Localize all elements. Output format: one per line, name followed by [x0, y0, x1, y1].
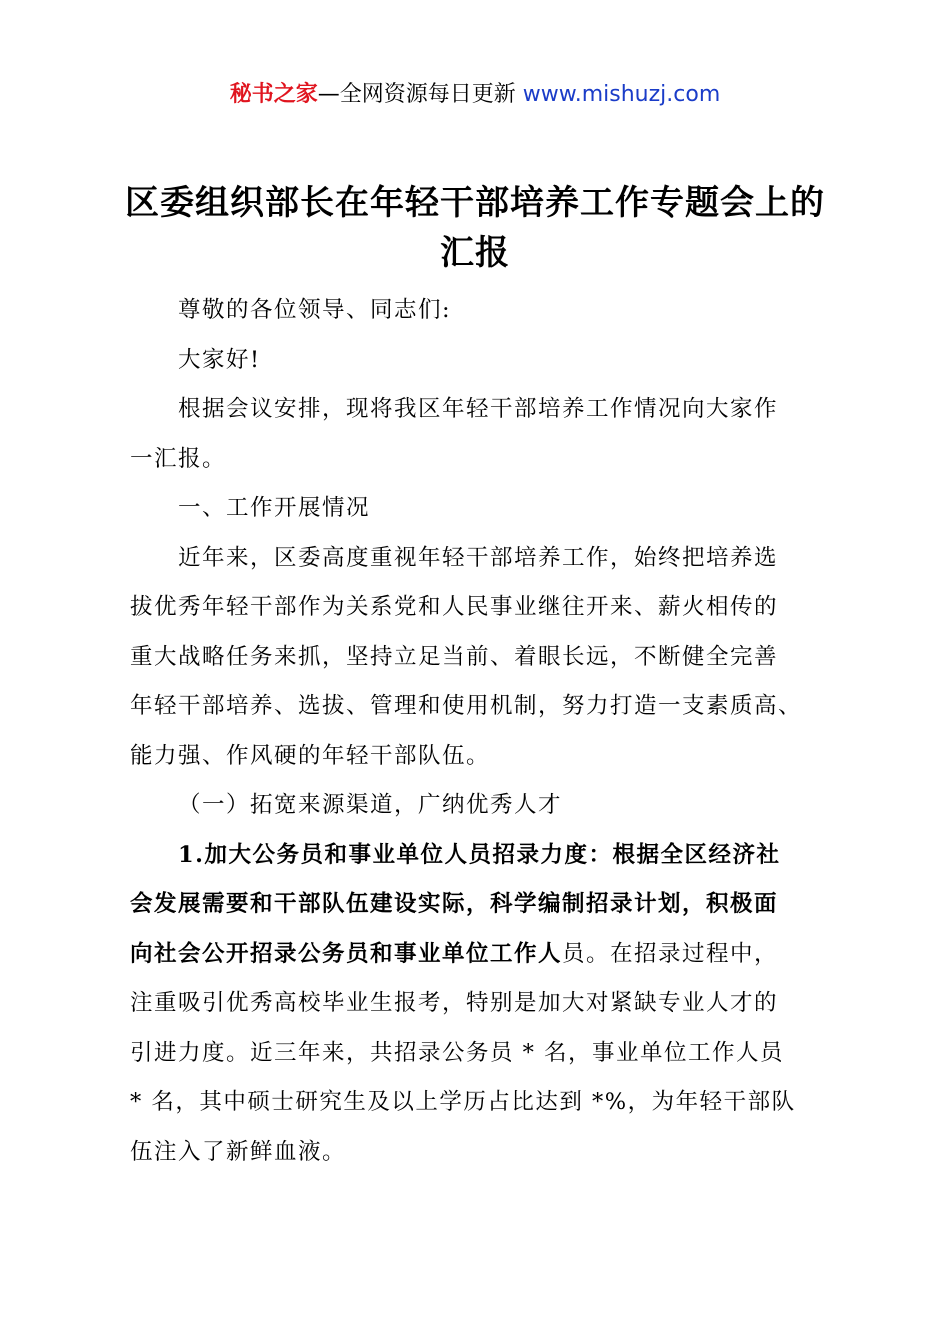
section-heading: 一、工作开展情况 — [178, 495, 371, 521]
paragraph-line: * 名，其中硕士研究生及以上学历占比达到 *%，为年轻干部队 — [130, 1089, 796, 1115]
item-bold-line: 1.加大公务员和事业单位人员招录力度：根据全区经济社 — [178, 841, 781, 868]
paragraph-line: 能力强、作风硬的年轻干部队伍。 — [130, 742, 491, 769]
paragraph-line: 注重吸引优秀高校毕业生报考，特别是加大对紧缺专业人才的 — [130, 990, 779, 1016]
document-title — [100, 178, 850, 278]
item-mixed-line — [130, 930, 845, 980]
item-text-head: 员。在招录过程中， — [562, 940, 779, 967]
document-body — [130, 286, 845, 1177]
paragraph-line: 引进力度。近三年来，共招录公务员 * 名，事业单位工作人员 — [130, 1039, 785, 1066]
site-tagline: —全网资源每日更新 — [317, 82, 523, 107]
paragraph-line: 重大战略任务来抓，坚持立足当前、着眼长远，不断健全完善 — [130, 643, 779, 670]
intro-line-1: 根据会议安排，现将我区年轻干部培养工作情况向大家作 — [178, 396, 779, 422]
site-brand: 秘书之家 — [229, 82, 318, 107]
greeting: 大家好! — [178, 346, 261, 373]
paragraph-line: 伍注入了新鲜血液。 — [130, 1138, 347, 1165]
salutation: 尊敬的各位领导、同志们: — [178, 297, 452, 323]
intro-line-2: 一汇报。 — [130, 445, 227, 472]
title-line-1: 区委组织部长在年轻干部培养工作专题会上的 — [125, 183, 825, 223]
paragraph-line: 近年来，区委高度重视年轻干部培养工作，始终把培养选 — [178, 544, 779, 571]
item-bold-line: 会发展需要和干部队伍建设实际，科学编制招录计划，积极面 — [130, 891, 779, 917]
site-header — [0, 80, 950, 110]
title-line-2: 汇报 — [440, 233, 510, 273]
subsection-heading: （一）拓宽来源渠道，广纳优秀人才 — [178, 792, 563, 818]
paragraph-line: 拔优秀年轻干部作为关系党和人民事业继往开来、薪火相传的 — [130, 594, 779, 620]
paragraph-line: 年轻干部培养、选拔、管理和使用机制，努力打造一支素质高、 — [130, 693, 803, 719]
item-bold-tail: 向社会公开招录公务员和事业单位工作人 — [130, 940, 563, 967]
site-url-link[interactable]: www.mishuzj.com — [522, 82, 721, 107]
